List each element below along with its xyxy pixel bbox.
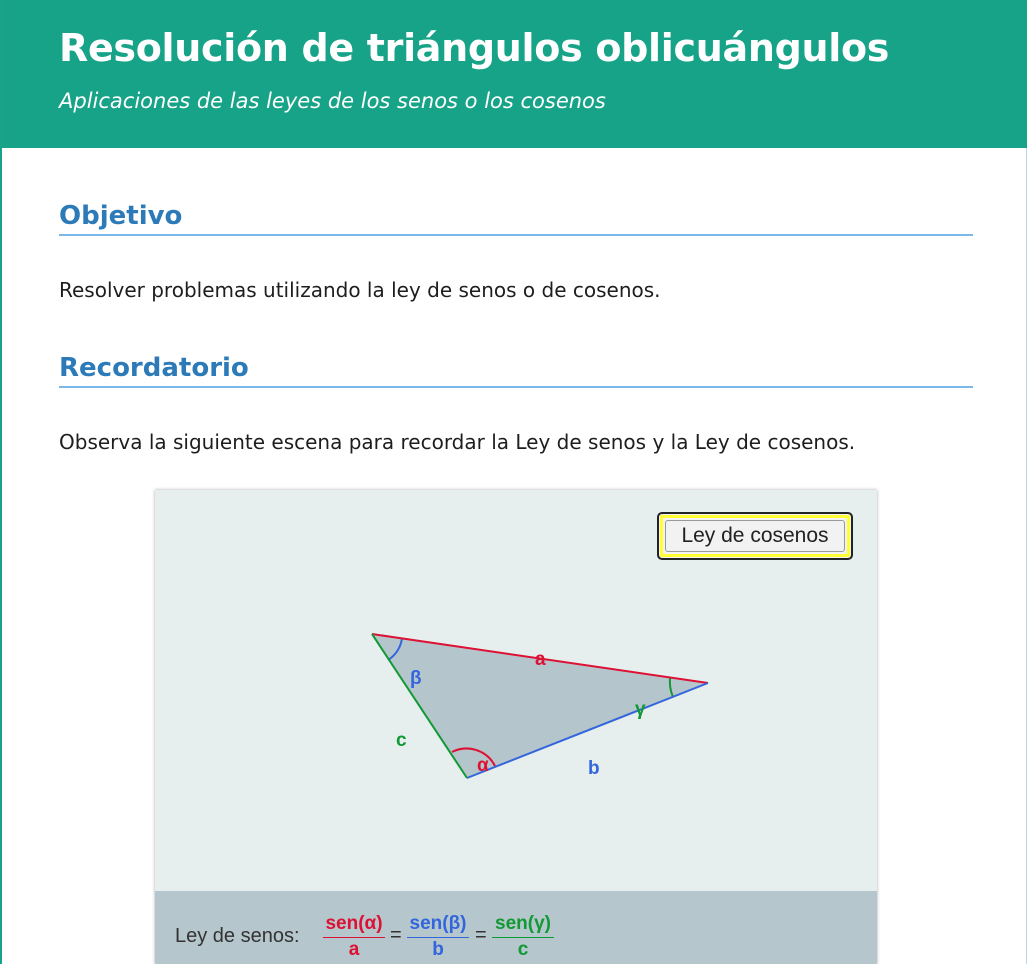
fraction-alpha: [323, 913, 385, 962]
angle-beta-label: β: [410, 668, 422, 689]
section-heading-reminder: Recordatorio: [59, 352, 973, 388]
fraction-beta-numerator: sen(β): [407, 913, 469, 938]
fraction-beta: [407, 913, 469, 962]
side-b-label: b: [588, 758, 600, 779]
reminder-text: Observa la siguiente escena para recordar la Ley de senos y la Ley de cosenos.: [59, 430, 856, 454]
fraction-gamma-denominator: c: [517, 939, 529, 960]
side-c-label: c: [396, 730, 407, 751]
page-subtitle: Aplicaciones de las leyes de los senos o los cosenos: [59, 89, 606, 113]
page-header: [2, 0, 1027, 148]
side-a-label: a: [535, 649, 546, 670]
angle-gamma-label: γ: [635, 699, 646, 720]
section-heading-objective: Objetivo: [59, 200, 973, 236]
law-of-sines-label: Ley de senos:: [175, 925, 300, 947]
angle-alpha-label: α: [477, 755, 489, 776]
fraction-beta-denominator: b: [432, 939, 444, 960]
law-of-cosines-button-label: Ley de cosenos: [665, 520, 845, 552]
law-of-sines-band: [155, 891, 877, 964]
fraction-alpha-denominator: a: [348, 939, 360, 960]
page-title: Resolución de triángulos oblicuángulos: [59, 26, 890, 70]
equals-sign: =: [475, 924, 487, 946]
fraction-alpha-numerator: sen(α): [323, 913, 385, 938]
fraction-gamma: [492, 913, 554, 962]
equals-sign: =: [390, 924, 402, 946]
triangle-diagram[interactable]: [155, 490, 877, 890]
objective-text: Resolver problemas utilizando la ley de senos o de cosenos.: [59, 278, 661, 302]
triangle-scene[interactable]: [155, 490, 877, 964]
fraction-gamma-numerator: sen(γ): [492, 913, 554, 938]
